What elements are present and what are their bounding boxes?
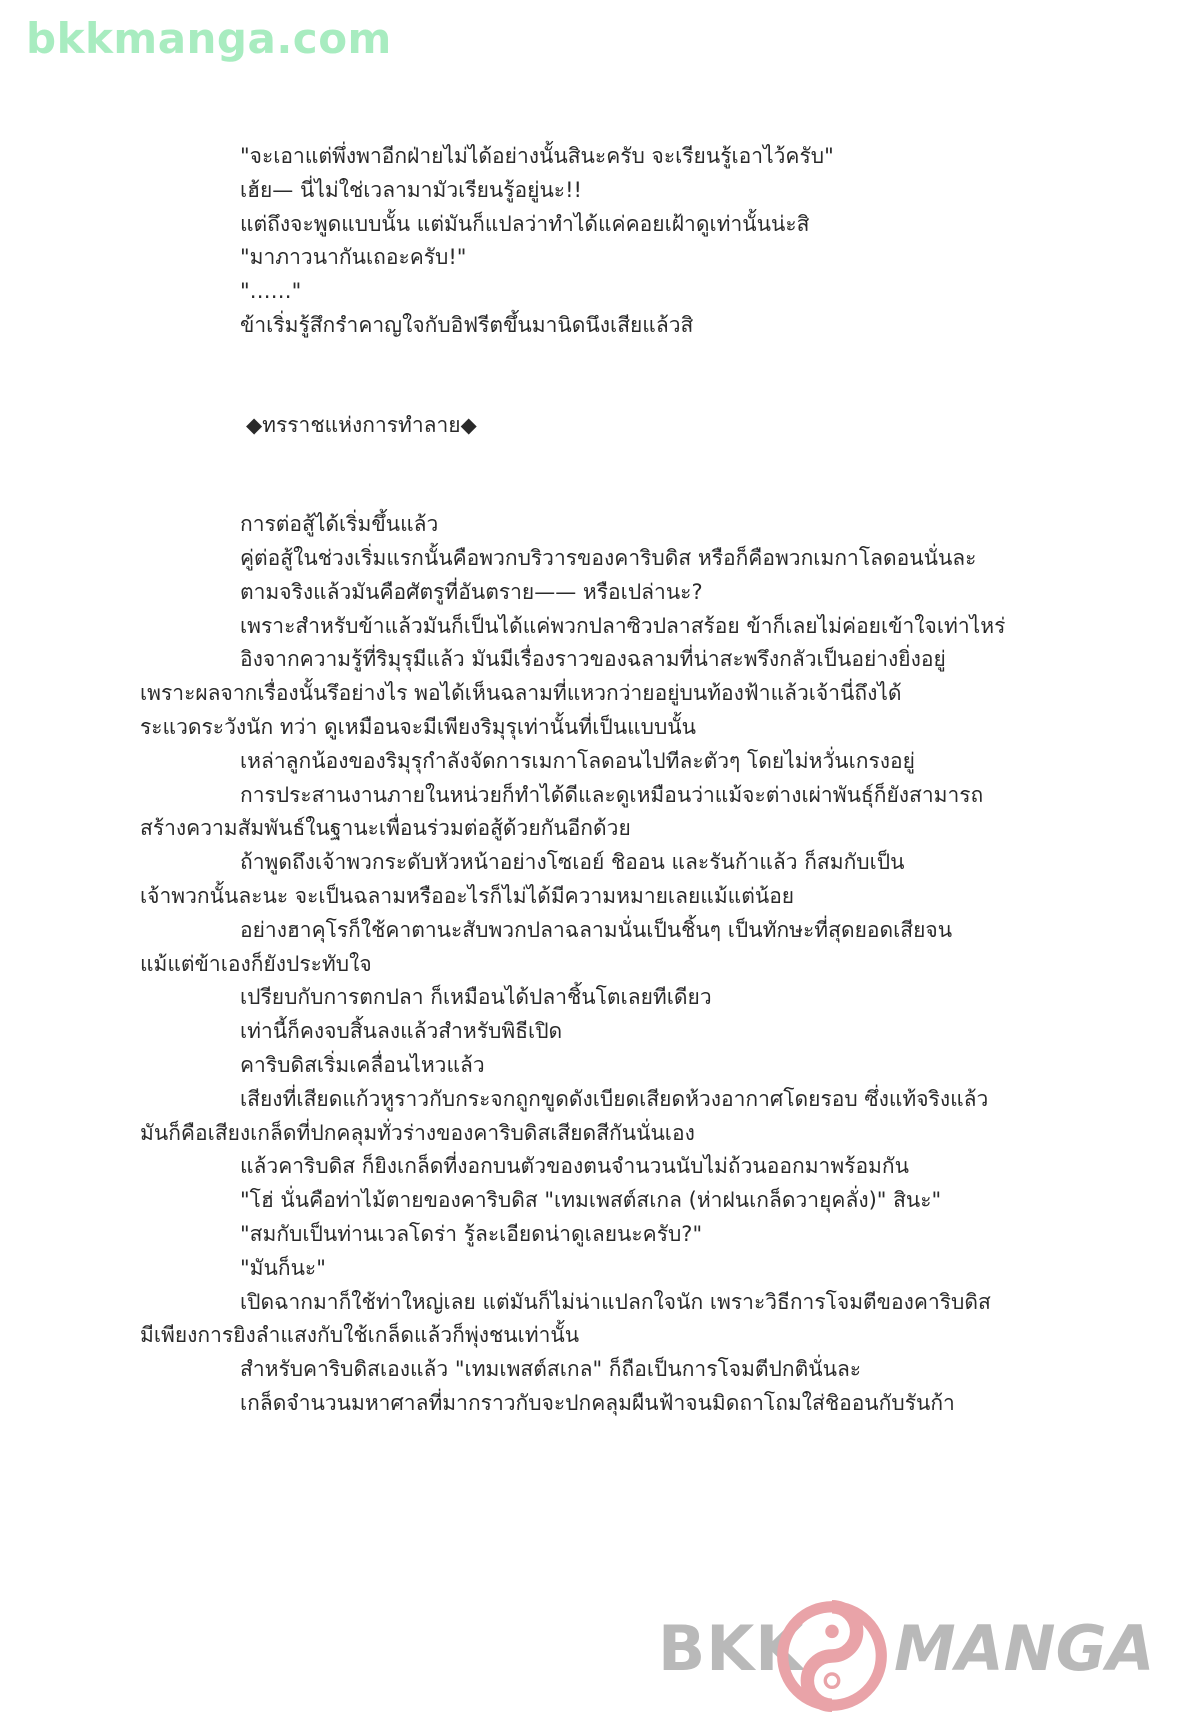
text-line: "โฮ่ นั่นคือท่าไม้ตายของคาริบดิส "เทมเพสต์สเกล (ห่าฝนเกล็ดวายุคลั่ง)" สินะ" [240,1188,942,1213]
text-line: การต่อสู้ได้เริ่มขึ้นแล้ว [240,512,439,537]
text-line: เท่านี้ก็คงจบสิ้นลงแล้วสำหรับพิธีเปิด [240,1019,563,1044]
text-line: ถ้าพูดถึงเจ้าพวกระดับหัวหน้าอย่างโซเอย์ ชิออน และรันก้าแล้ว ก็สมกับเป็น [240,850,905,875]
text-line: "จะเอาแต่พึ่งพาอีกฝ่ายไม่ได้อย่างนั้นสินะครับ จะเรียนรู้เอาไว้ครับ" [240,144,834,168]
text-line: อย่างฮาคุโรก็ใช้คาตานะสับพวกปลาฉลามนั่นเป็นชิ้นๆ เป็นทักษะที่สุดยอดเสียจน [240,917,953,942]
text-line: เจ้าพวกนั้นละนะ จะเป็นฉลามหรืออะไรก็ไม่ได้มีความหมายเลยแม้แต่น้อย [140,883,795,908]
publisher-logo [658,1598,1155,1708]
section-heading: ◆ทรราชแห่งการทำลาย◆ [246,412,477,437]
text-line: เพราะผลจากเรื่องนั้นรึอย่างไร พอได้เห็นฉลามที่แหวกว่ายอยู่บนท้องฟ้าแล้วเจ้านี่ถึงได้ [140,681,902,706]
text-line: ตามจริงแล้วมันคือศัตรูที่อันตราย—— หรือเปล่านะ? [240,579,703,604]
logo-left-text: BKK [658,1612,805,1685]
text-line: แม้แต่ข้าเองก็ยังประทับใจ [140,951,372,976]
text-line: เพราะสำหรับข้าแล้วมันก็เป็นได้แค่พวกปลาซิวปลาสร้อย ข้าก็เลยไม่ค่อยเข้าใจเท่าไหร่ [240,613,1006,638]
text-line: การประสานงานภายในหน่วยก็ทำได้ดีและดูเหมือนว่าแม้จะต่างเผ่าพันธุ์ก็ยังสามารถ [240,782,984,807]
text-line: แล้วคาริบดิส ก็ยิงเกล็ดที่งอกบนตัวของตนจำนวนนับไม่ถ้วนออกมาพร้อมกัน [240,1154,909,1179]
text-line: เฮ้ย— นี่ไม่ใช่เวลามามัวเรียนรู้อยู่นะ!! [240,177,582,202]
text-line: เกล็ดจำนวนมหาศาลที่มากราวกับจะปกคลุมผืนฟ้าจนมิดถาโถมใส่ชิออนกับรันก้า [240,1390,955,1415]
blank-line [140,359,1040,393]
text-line: "มันก็นะ" [240,1255,326,1280]
text-line: ระแวดระวังนัก ทว่า ดูเหมือนจะมีเพียงริมุรุเท่านั้นที่เป็นแบบนั้น [140,714,696,739]
text-line: "……" [240,279,302,304]
page-body [140,140,1040,1421]
logo-right-text: MANGA [894,1612,1155,1685]
text-line: เปิดฉากมาก็ใช้ท่าใหญ่เลย แต่มันก็ไม่น่าแปลกใจนัก เพราะวิธีการโจมตีของคาริบดิส [240,1289,991,1314]
text-line: เสียงที่เสียดแก้วหูราวกับกระจกถูกขูดดังเบียดเสียดห้วงอากาศโดยรอบ ซึ่งแท้จริงแล้ว [240,1086,989,1111]
text-line: สร้างความสัมพันธ์ในฐานะเพื่อนร่วมต่อสู้ด้วยกันอีกด้วย [140,816,631,841]
text-line: เหล่าลูกน้องของริมุรุกำลังจัดการเมกาโลดอนไปทีละตัวๆ โดยไม่หวั่นเกรงอยู่ [240,748,915,773]
text-line: ข้าเริ่มรู้สึกรำคาญใจกับอิฟรีตขึ้นมานิดนึงเสียแล้วสิ [240,312,694,337]
text-line: เปรียบกับการตกปลา ก็เหมือนได้ปลาชิ้นโตเลยทีเดียว [240,985,712,1010]
logo-swirl-icon [776,1600,888,1712]
text-line: "มาภาวนากันเถอะครับ!" [240,245,467,270]
text-line: อิงจากความรู้ที่ริมุรุมีแล้ว มันมีเรื่องราวของฉลามที่น่าสะพรึงกลัวเป็นอย่างยิ่งอยู่ [240,647,946,672]
text-line: "สมกับเป็นท่านเวลโดร่า รู้ละเอียดน่าดูเลยนะครับ?" [240,1221,703,1246]
text-line: สำหรับคาริบดิสเองแล้ว "เทมเพสต์สเกล" ก็ถือเป็นการโจมตีปกตินั่นละ [240,1357,862,1382]
text-line: แต่ถึงจะพูดแบบนั้น แต่มันก็แปลว่าทำได้แค่คอยเฝ้าดูเท่านั้นน่ะสิ [240,211,810,236]
text-line: คาริบดิสเริ่มเคลื่อนไหวแล้ว [240,1052,485,1077]
site-watermark: bkkmanga.com [26,14,392,63]
text-line: มันก็คือเสียงเกล็ดที่ปกคลุมทั่วร่างของคาริบดิสเสียดสีกันนั่นเอง [140,1120,695,1145]
blank-line [140,458,1040,492]
text-line: คู่ต่อสู้ในช่วงเริ่มแรกนั้นคือพวกบริวารของคาริบดิส หรือก็คือพวกเมกาโลดอนนั่นละ [240,545,977,570]
text-line: มีเพียงการยิงลำแสงกับใช้เกล็ดแล้วก็พุ่งชนเท่านั้น [140,1323,580,1348]
